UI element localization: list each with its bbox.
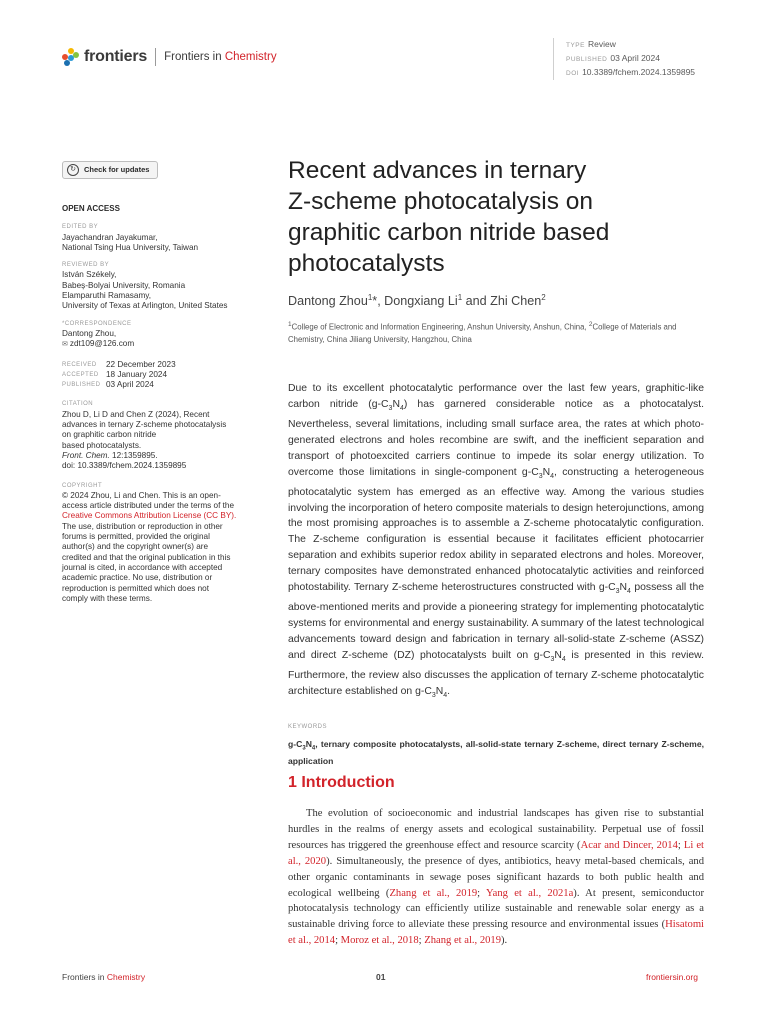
author-name[interactable]: and Zhi Chen (462, 294, 542, 309)
frontiers-logo[interactable] (62, 46, 277, 68)
doi-link[interactable]: 10.3389/fchem.2024.1359895 (582, 67, 696, 77)
accepted-date: 18 January 2024 (106, 369, 167, 379)
copyright-key: COPYRIGHT (62, 482, 103, 489)
citation-volume: 12:1359895. (109, 450, 158, 460)
footer-site-link[interactable]: frontiersin.org (646, 972, 698, 982)
correspondence-name: Dantong Zhou, (62, 328, 117, 338)
title-line: Recent advances in ternary (288, 157, 587, 184)
correspondence-email-link[interactable]: zdt109@126.com (69, 339, 135, 349)
citation-journal: Front. Chem. (62, 450, 110, 460)
editor-name: Jayachandran Jayakumar, (62, 232, 158, 242)
affiliation-mark: 1 (288, 321, 292, 328)
copyright-line: academic practice. No use, distribution or (62, 573, 213, 583)
affiliation-mark: 1 (457, 293, 463, 302)
citation-link[interactable]: Zhang et al., 2019 (389, 887, 478, 899)
article-meta (553, 38, 695, 80)
keyword-text: , ternary composite photocatalysts, all-solid-state ternary Z-scheme, direct ternary Z-scheme, application (288, 739, 704, 767)
edited-by-key: EDITED BY (62, 224, 99, 231)
citation-line: advances in ternary Z-scheme photocatalysis (62, 420, 227, 430)
citation-link[interactable]: Moroz et al., 2018 (340, 935, 419, 947)
body-text: ). At present, semiconductor photocatalysis technology can efficiently utilize sustainable and renewable solar energy as a sustainable driving force to alleviate these pressing resource and environmental issues ( (288, 887, 704, 931)
check-updates-label: Check for updates (84, 164, 150, 174)
affiliation-2: College of Materials and Chemistry, China Jiliang University, Hangzhou, China (288, 322, 677, 344)
body-text: ; (418, 935, 425, 947)
published-value: 03 April 2024 (610, 53, 660, 63)
corresponding-mark: * (372, 294, 378, 309)
author-list (288, 293, 546, 308)
introduction-heading: 1 Introduction (288, 774, 395, 791)
keyword-text: g- (288, 739, 297, 749)
mail-icon: ✉ (62, 341, 68, 349)
received-key: RECEIVED (62, 361, 97, 368)
keywords: $g-C_3N_4$, ternary composite photocatalysts, all-solid-state ternary Z-scheme, direct ternary Z-scheme, application (288, 739, 704, 767)
page-number: 01 (376, 972, 386, 982)
correspondence-key: *CORRESPONDENCE (62, 320, 132, 327)
citation-journal-row (62, 451, 262, 461)
frontiers-dots-icon (62, 48, 80, 66)
affiliation-mark: 2 (588, 321, 593, 328)
abstract-text: , constructing a heterogeneous photocatalytic system has emerged as an effective way. Among the various studies involving the incorporation of hetero composite materials to design heterojunctions, among the most promising approaches is to assemble a Z-scheme photocatalytic configuration. The Z-scheme configuration is essential because it facilitates efficient photocarrier separation and exhibits superior redox ability in separated electrons and holes. Moreover, ternary composites have demonstrated enhanced photocatalytic activities and reinforced photostability. Ternary Z-scheme heterostructures constructed with g- (288, 466, 705, 594)
title-line: Z-scheme photocatalysis on (288, 188, 594, 215)
citation-link[interactable]: Zhang et al., 2019 (424, 935, 502, 947)
introduction-paragraph (288, 806, 704, 949)
citation-line: on graphitic carbon nitride (62, 430, 157, 440)
journal-name (164, 51, 276, 63)
footer-prefix: Frontiers in (62, 972, 107, 982)
author-name[interactable]: , Dongxiang Li (377, 294, 458, 309)
journal-prefix: Frontiers in (164, 51, 225, 63)
citation-line: based photocatalysts. (62, 440, 142, 450)
abstract-text: ) has garnered considerable notice as a photocatalyst. Nevertheless, several limitations, including small surface area, the rates at which photo-generated electrons and holes recombine are swift, and the inefficient separation and transport of photoexcited carriers continue to impede its solar energy utilization. To overcome those limitations in single-component g- (288, 398, 705, 478)
reviewer-name: Elamparuthi Ramasamy, (62, 291, 152, 301)
keywords-heading: KEYWORDS (288, 724, 328, 730)
dates-block (62, 360, 262, 391)
copyright-line: reproduction is permitted which does not (62, 583, 209, 593)
journal-title: Chemistry (224, 51, 277, 63)
logo-divider (155, 48, 156, 66)
citation-line: Zhou D, Li D and Chen Z (2024), Recent (62, 409, 210, 419)
open-access-label: OPEN ACCESS (62, 204, 120, 213)
reviewed-by-key: REVIEWED BY (62, 262, 110, 269)
check-for-updates-button[interactable] (62, 161, 158, 179)
title-line: graphitic carbon nitride based (288, 219, 610, 246)
title-line: photocatalysts (288, 250, 445, 277)
citation-link[interactable]: Yang et al., 2021a (486, 887, 574, 899)
editor-affiliation: National Tsing Hua University, Taiwan (62, 242, 199, 252)
affiliation-mark: 1 (367, 293, 373, 302)
citation-link[interactable]: Acar and Dincer, 2014 (580, 839, 678, 851)
copyright-line: © 2024 Zhou, Li and Chen. This is an open- (62, 490, 221, 500)
reviewer-affiliation: University of Texas at Arlington, United States (62, 301, 228, 311)
abstract-text: is presented in this review. Furthermore, the review also discusses the application of ternary Z-scheme photocatalytic architecture established on g- (288, 649, 704, 697)
affiliation-1: College of Electronic and Information Engineering, Anshun University, Anshun, China, (291, 322, 589, 332)
abstract-text: . (447, 685, 451, 697)
published-date: 03 April 2024 (106, 380, 154, 390)
copyright-line: The use, distribution or reproduction in other (62, 521, 223, 531)
citation-doi: doi: 10.3389/fchem.2024.1359895 (62, 461, 187, 471)
cc-by-license-link[interactable]: Creative Commons Attribution License (CC BY). (62, 511, 237, 521)
copyright-line: comply with these terms. (62, 593, 153, 603)
update-icon: ↻ (67, 164, 79, 176)
copyright-line: forums is permitted, provided the original (62, 532, 210, 542)
published-key: PUBLISHED (62, 382, 101, 389)
body-text: ). Simultaneously, the presence of dyes, antibiotics, heavy metal-based chemicals, and other organic contaminants in sewage poses significant hazards to both public health and ecological wellbeing ( (288, 855, 704, 899)
affiliations (288, 319, 708, 346)
footer-journal-name: Chemistry (106, 972, 146, 982)
published-key: PUBLISHED (566, 56, 608, 63)
copyright-line: author(s) and the copyright owner(s) are (62, 542, 209, 552)
copyright-line: credited and that the original publication in this (62, 552, 231, 562)
body-text: ; (477, 887, 487, 899)
body-text: ; (335, 935, 341, 947)
body-text: The evolution of socioeconomic and industrial landscapes has given rise to substantial hurdles in the realms of energy assets and ecological sustainability. Perpetual use of fossil resources has triggered the greenhouse effect and resource scarcity ( (288, 808, 704, 851)
received-date: 22 December 2023 (106, 359, 176, 369)
footer-journal (62, 972, 145, 982)
sidebar (62, 161, 262, 604)
type-value: Review (587, 39, 616, 49)
accepted-key: ACCEPTED (62, 371, 99, 378)
article-title (288, 155, 708, 279)
copyright-line: access article distributed under the terms of the (62, 501, 235, 511)
reviewer-name: István Székely, (62, 270, 117, 280)
body-text: ). (501, 935, 508, 947)
abstract-text: possess all the above-mentioned merits and provide a pioneering strategy for implementing photocatalytic systems for environmental and energy sustainability. A summary of the latest technological advancements toward design and fabrication in ternary all-solid-state Z-scheme (ASSZ) and direct Z-scheme (DZ) photocatalysts built on g- (288, 582, 704, 661)
abstract: Due to its excellent photocatalytic performance over the last few years, graphitic-like carbon nitride $(g-C_3N_4)$ has garnered considerable notice as a photocatalyst. Nevertheless, several limitations, including small surface area, the rates at which photo-generated electrons and holes recombine are swift, and the inefficient separation and transport of photoexcited carriers continue to impede its solar energy utilization. To overcome those limitations in single-component $g-C_3N_4$, constructing a heterogeneous photocatalytic system has emerged as an effective way. Among the various studies involving the incorporation of hetero composite materials to design heterojunctions, among the most promising approaches is to assemble a Z-scheme photocatalytic configuration. The Z-scheme configuration is essential because it facilitates efficient photocarrier separation and exhibits superior redox ability in separated electrons and holes. Moreover, ternary composites have demonstrated enhanced photocatalytic activities and reinforced photostability. Ternary Z-scheme heterostructures constructed with $g-C_3N_4$ possess all the above-mentioned merits and provide a pioneering strategy for implementing photocatalytic systems for environmental and energy sustainability. A summary of the latest technological advancements toward design and fabrication in ternary all-solid-state Z-scheme (ASSZ) and direct Z-scheme (DZ) photocatalysts built on $g-C_3N_4$ is presented in this review. Furthermore, the review also discusses the application of ternary Z-scheme photocatalytic architecture established on $g-C_3N_4$. (288, 383, 705, 699)
author-name[interactable]: Dantong Zhou (288, 294, 368, 309)
correspondence-email-row (62, 339, 262, 350)
copyright-line: journal is cited, in accordance with accepted (62, 562, 223, 572)
abstract-text: Due to its excellent photocatalytic performance over the last few years, graphitic-like carbon nitride (g- (288, 383, 704, 410)
affiliation-mark: 2 (541, 293, 546, 302)
reviewer-affiliation: Babeș-Bolyai University, Romania (62, 280, 186, 290)
citation-key: CITATION (62, 401, 94, 408)
body-text: ; (677, 839, 684, 851)
citation-link[interactable]: Hisatomi et al., 2014 (288, 919, 704, 947)
type-key: TYPE (566, 42, 585, 49)
brand-name: frontiers (84, 48, 148, 65)
doi-key: DOI (566, 70, 580, 77)
citation-link[interactable]: Li et al., 2020 (288, 839, 704, 867)
